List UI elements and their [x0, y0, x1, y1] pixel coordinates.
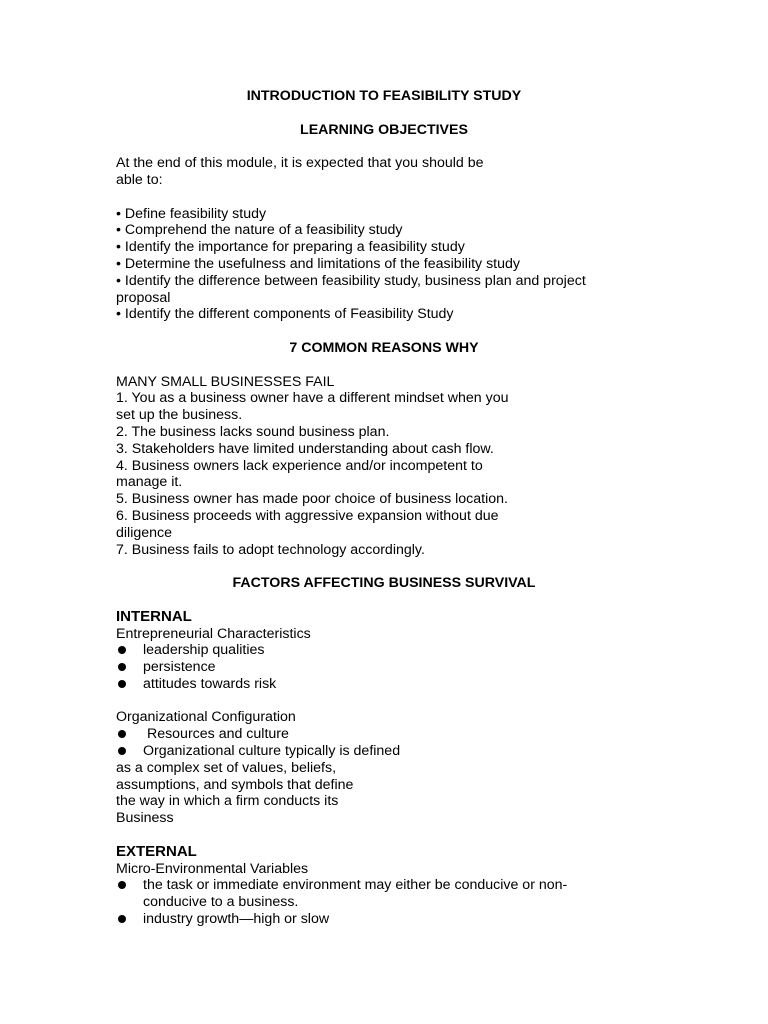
micro-environment-title: Micro-Environmental Variables: [116, 860, 309, 877]
culture-continuation: assumptions, and symbols that define: [116, 776, 354, 793]
objective-item: • Define feasibility study: [116, 205, 267, 222]
spacer: [116, 827, 768, 844]
list-item: [116, 877, 768, 894]
bullet-dot-icon: [116, 726, 143, 743]
reasons-line: MANY SMALL BUSINESSES FAIL: [116, 373, 335, 390]
reasons-line: 6. Business proceeds with aggressive expansion without due: [116, 507, 499, 524]
organizational-title: Organizational Configuration: [116, 709, 296, 726]
objective-item: • Determine the usefulness and limitations of the feasibility study: [116, 255, 520, 272]
list-item-text: attitudes towards risk: [143, 675, 277, 692]
list-item: [116, 642, 768, 659]
list-item-continuation: conducive to a business.: [143, 894, 299, 911]
objective-item: • Comprehend the nature of a feasibility study: [116, 222, 403, 239]
list-item-text: industry growth—high or slow: [143, 911, 330, 928]
spacer: [116, 189, 768, 206]
bullet-dot-icon: [116, 743, 143, 760]
bullet-dot-icon: [116, 911, 143, 928]
list-item: [116, 743, 768, 760]
bullet-dot-icon: [116, 676, 143, 693]
spacer: [116, 138, 768, 155]
factors-heading: FACTORS AFFECTING BUSINESS SURVIVAL: [232, 575, 536, 592]
objective-item: proposal: [116, 289, 171, 306]
reasons-line: 4. Business owners lack experience and/or incompetent to: [116, 457, 483, 474]
list-item: [116, 726, 768, 743]
bullet-dot-icon: [116, 877, 143, 894]
list-item: [116, 676, 768, 693]
entrepreneurial-title: Entrepreneurial Characteristics: [116, 625, 311, 642]
spacer: [116, 323, 768, 340]
culture-continuation: the way in which a firm conducts its: [116, 793, 339, 810]
reasons-line: diligence: [116, 524, 173, 541]
internal-label: INTERNAL: [116, 607, 192, 625]
reasons-line: 2. The business lacks sound business plan.: [116, 423, 390, 440]
objective-item: • Identify the difference between feasibility study, business plan and project: [116, 272, 586, 289]
list-item: [116, 659, 768, 676]
reasons-line: 5. Business owner has made poor choice of business location.: [116, 491, 508, 508]
reasons-line: manage it.: [116, 474, 183, 491]
culture-continuation: as a complex set of values, beliefs,: [116, 759, 337, 776]
bullet-dot-icon: [116, 642, 143, 659]
list-item-text: Organizational culture typically is defined: [143, 743, 401, 760]
list-item: [116, 911, 768, 928]
bullet-dot-icon: [116, 659, 143, 676]
spacer: [116, 558, 768, 575]
list-item-text: Resources and culture: [143, 726, 289, 743]
objectives-intro-line: able to:: [116, 171, 163, 188]
list-item-text: leadership qualities: [143, 642, 265, 659]
culture-continuation: Business: [116, 810, 174, 827]
objectives-intro-line: At the end of this module, it is expected that you should be: [116, 155, 484, 172]
spacer: [116, 357, 768, 374]
list-item-text: the task or immediate environment may either be conducive or non-: [143, 877, 568, 894]
spacer: [116, 592, 768, 609]
document-title: INTRODUCTION TO FEASIBILITY STUDY: [246, 88, 522, 104]
spacer: [116, 693, 768, 710]
reasons-line: 7. Business fails to adopt technology accordingly.: [116, 541, 425, 558]
list-item-text: persistence: [143, 659, 216, 676]
external-label: EXTERNAL: [116, 842, 197, 860]
reasons-line: 1. You as a business owner have a different mindset when you: [116, 390, 509, 407]
reasons-line: set up the business.: [116, 407, 243, 424]
objectives-heading: LEARNING OBJECTIVES: [300, 121, 468, 138]
reasons-heading: 7 COMMON REASONS WHY: [289, 339, 479, 356]
objective-item: • Identify the importance for preparing a feasibility study: [116, 239, 465, 256]
spacer: [116, 105, 768, 122]
reasons-line: 3. Stakeholders have limited understanding about cash flow.: [116, 440, 494, 457]
objective-item: • Identify the different components of Feasibility Study: [116, 306, 454, 323]
